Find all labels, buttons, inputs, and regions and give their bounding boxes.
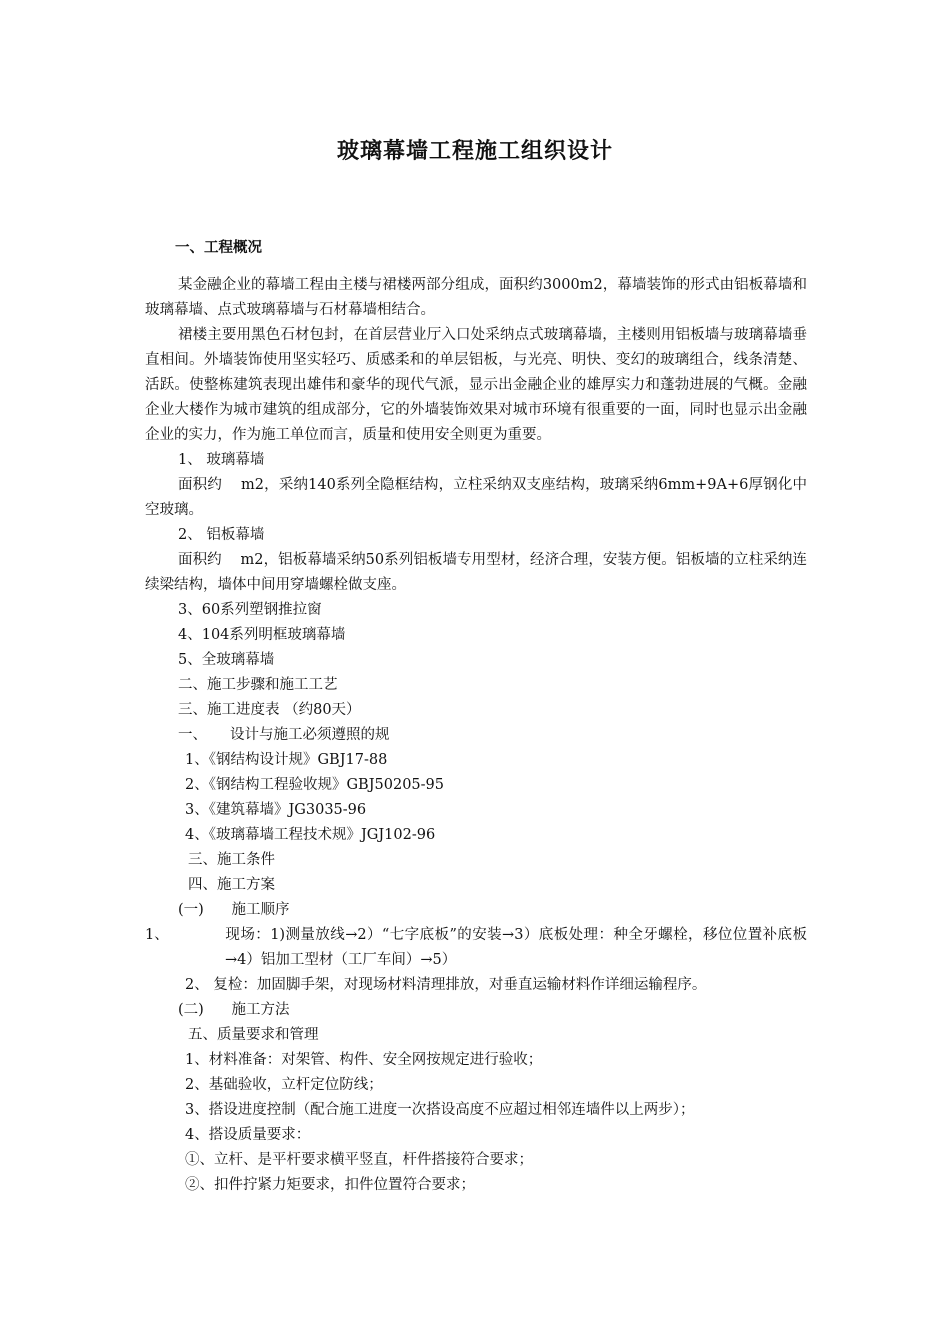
plan-order-heading: (一) 施工顺序 xyxy=(178,902,290,918)
plan-method-heading: (二) 施工方法 xyxy=(178,1002,290,1018)
quality-item-2: 2、基础验收，立杆定位防线； xyxy=(185,1077,383,1093)
quality-item-4b: ②、扣件拧紧力矩要求，扣件位置符合要求； xyxy=(185,1177,475,1193)
section-heading-overview: 一、工程概况 xyxy=(175,240,262,256)
subsection-conditions: 三、施工条件 xyxy=(188,852,275,868)
section-schedule: 三、施工进度表 （约80天） xyxy=(178,702,361,718)
section-construction-steps: 二、施工步骤和施工工艺 xyxy=(178,677,338,693)
item-glass-curtain-body: 面积约 m2，采纳140系列全隐框结构，立柱采纳双支座结构，玻璃采纳6mm+9A+6厚钢化中空玻璃。 xyxy=(145,477,807,518)
quality-item-4a: ①、立杆、是平杆要求横平竖直，杆件搭接符合要求； xyxy=(185,1152,533,1168)
order-item-1 xyxy=(145,923,807,973)
order-item-2: 2、 复检：加固脚手架，对现场材料清理排放，对垂直运输材料作详细运输程序。 xyxy=(185,977,707,993)
subsection-plan: 四、施工方案 xyxy=(188,877,275,893)
overview-paragraph-1: 某金融企业的幕墙工程由主楼与裙楼两部分组成，面积约3000m2，幕墙装饰的形式由铝板幕墙和玻璃幕墙、点式玻璃幕墙与石材幕墙相结合。 xyxy=(145,277,807,318)
quality-item-3: 3、搭设进度控制（配合施工进度一次搭设高度不应超过相邻连墙件以上两步）； xyxy=(185,1102,695,1118)
item-full-glass-curtain: 5、全玻璃幕墙 xyxy=(178,652,275,668)
standard-item-1: 1、《钢结构设计规》GBJ17-88 xyxy=(185,752,388,768)
order-item-1-text: 现场：1)测量放线→2）“七字底板”的安装→3）底板处理：种全牙螺栓，移位位置补底板→4）铝加工型材（工厂车间）→5） xyxy=(225,927,807,968)
item-glass-curtain-title: 1、 玻璃幕墙 xyxy=(178,452,265,468)
quality-item-1: 1、材料准备：对架管、构件、安全网按规定进行验收； xyxy=(185,1052,543,1068)
quality-item-4: 4、搭设质量要求： xyxy=(185,1127,311,1143)
item-framed-glass-curtain: 4、104系列明框玻璃幕墙 xyxy=(178,627,346,643)
document-title: 玻璃幕墙工程施工组织设计 xyxy=(336,139,613,164)
document-body xyxy=(145,236,807,1198)
standard-item-2: 2、《钢结构工程验收规》GBJ50205-95 xyxy=(185,777,445,793)
order-item-1-number: 1、 xyxy=(145,927,169,943)
subsection-quality: 五、质量要求和管理 xyxy=(188,1027,319,1043)
overview-paragraph-2: 裙楼主要用黑色石材包封，在首层营业厅入口处采纳点式玻璃幕墙，主楼则用铝板墙与玻璃幕墙垂直相间。外墙装饰使用坚实轻巧、质感柔和的单层铝板，与光亮、明快、变幻的玻璃组合，线条清楚、活跃。使整栋建筑表现出雄伟和豪华的现代气派，显示出金融企业的雄厚实力和蓬勃进展的气概。金融企业大楼作为城市建筑的组成部分，它的外墙装饰效果对城市环境有很重要的一面，同时也显示出金融企业的实力，作为施工单位而言，质量和使用安全则更为重要。 xyxy=(145,327,807,443)
standard-item-4: 4、《玻璃幕墙工程技术规》JGJ102-96 xyxy=(185,827,436,843)
standard-item-3: 3、《建筑幕墙》JG3035-96 xyxy=(185,802,367,818)
item-plastic-steel-window: 3、60系列塑钢推拉窗 xyxy=(178,602,322,618)
subsection-standards: 一、 设计与施工必须遵照的规 xyxy=(178,727,390,743)
item-aluminum-curtain-title: 2、 铝板幕墙 xyxy=(178,527,265,543)
item-aluminum-curtain-body: 面积约 m2，铝板幕墙采纳50系列铝板墙专用型材，经济合理，安装方便。铝板墙的立柱采纳连续梁结构，墙体中间用穿墙螺栓做支座。 xyxy=(145,552,807,593)
